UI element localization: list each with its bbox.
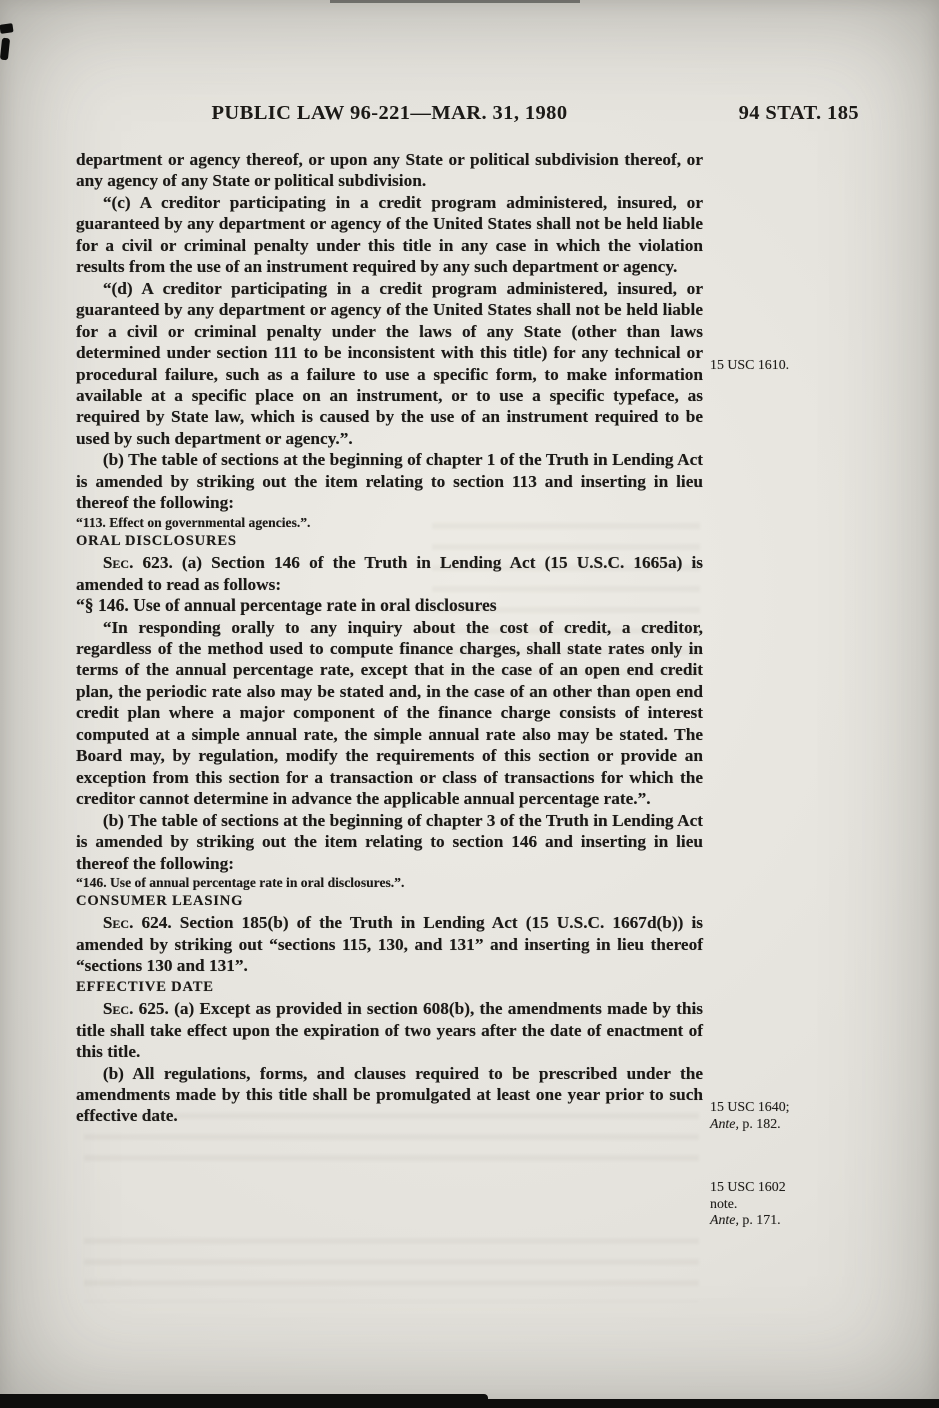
text-run: p. 171. xyxy=(738,1213,781,1229)
law-title: PUBLIC LAW 96-221—MAR. 31, 1980 xyxy=(211,102,568,124)
section-146-heading xyxy=(76,595,703,616)
paragraph-continuation xyxy=(76,149,703,192)
margin-note-15-usc-1640 xyxy=(710,1100,878,1133)
text-run: (b) All regulations, forms, and clauses required to be prescribed under the amendments made by this title shall be promulgated at least one year prior to such effective date. xyxy=(76,1063,703,1126)
text-run: p. 182. xyxy=(738,1116,781,1132)
text-run: “In responding orally to any inquiry about the cost of credit, a creditor, regardless of the method used to compute finance charges, shall state rates only in terms of the annual percentage rate, except that in the case of an open end credit plan, the periodic rate also may be stated and, in the case of an other than open end credit plan where a major component of the finance charge consists of interest computed at a simple annual rate, the simple annual rate also may be stated. The Board may, by regulation, modify the requirements of this section or provide an exception from this section for a transaction or class of transactions for which the creditor cannot determine in advance the applicable annual percentage rate.”. xyxy=(76,617,703,809)
margin-note-line xyxy=(710,358,878,375)
text-run: 15 USC 1602 xyxy=(710,1180,786,1195)
scan-artifact xyxy=(0,23,14,34)
margin-note-15-usc-1610 xyxy=(710,358,878,375)
margin-note-line xyxy=(710,1180,878,1197)
sec-625-paragraph xyxy=(76,998,703,1062)
heading-oral-disclosures xyxy=(76,531,703,552)
text-run: “§ 146. Use of annual percentage rate in oral disclosures xyxy=(76,595,497,616)
text-run: (b) The table of sections at the beginning of chapter 1 of the Truth in Lending Act is amended by striking out the item relating to section 113 and inserting in lieu thereof the following: xyxy=(76,450,703,513)
scan-artifact xyxy=(0,38,10,61)
text-run: “(c) A creditor participating in a credit program administered, insured, or guaranteed by any department or agency of the United States shall not be held liable for a civil or criminal penalty under this title in any case in which the violation results from the use of an instrument required by any such department or agency. xyxy=(76,192,703,277)
text-run: “(d) A creditor participating in a credit program administered, insured, or guaranteed by any department or agency of the United States shall not be held liable for a civil or criminal penalty under the laws of any State (other than laws determined under section 111 to be inconsistent with this title) for any technical or procedural failure, such as a failure to use a specific form, to make information available at a specific place on an instrument, or to use a specific typeface, as required by State law, which is caused by the use of an instrument required to be used by such department or agency.”. xyxy=(76,278,703,448)
text-run: Sec. xyxy=(102,913,134,933)
text-run: ORAL DISCLOSURES xyxy=(76,532,237,549)
text-run: department or agency thereof, or upon any State or political subdivision thereof, or any agency of any State or political subdivision. xyxy=(76,150,703,191)
scan-artifact xyxy=(330,0,580,3)
margin-note-line xyxy=(710,1213,878,1230)
heading-effective-date xyxy=(76,977,703,998)
text-run: EFFECTIVE DATE xyxy=(76,978,214,995)
text-run: Sec. xyxy=(102,999,134,1019)
text-run: Ante, xyxy=(710,1213,739,1229)
heading-consumer-leasing xyxy=(76,891,703,912)
section-146-text xyxy=(76,617,703,810)
text-run: Ante, xyxy=(710,1116,739,1132)
table-item-113-note xyxy=(76,514,703,531)
text-run: 623. (a) Section 146 of the Truth in Lending Act (15 U.S.C. 1665a) is amended to read as follows: xyxy=(76,553,703,594)
table-item-146-note xyxy=(76,874,703,891)
text-run: 15 USC 1640; xyxy=(710,1100,790,1115)
sec-623-paragraph xyxy=(76,552,703,595)
margin-note-line xyxy=(710,1117,878,1134)
margin-note-line xyxy=(710,1197,878,1214)
text-run: Sec. xyxy=(102,553,134,573)
text-run: “146. Use of annual percentage rate in oral disclosures.”. xyxy=(76,874,405,890)
text-run: (b) The table of sections at the beginning of chapter 3 of the Truth in Lending Act is amended by striking out the item relating to section 146 and inserting in lieu thereof the following: xyxy=(76,810,703,873)
margin-note-line xyxy=(710,1100,878,1117)
paragraph-subsection-c xyxy=(76,192,703,278)
document-body xyxy=(76,149,703,1127)
bleedthrough-artifact xyxy=(84,1238,699,1302)
paragraph-amendment-113 xyxy=(76,449,703,513)
text-run: 625. (a) Except as provided in section 608(b), the amendments made by this title shall take effect upon the expiration of two years after the date of enactment of this title. xyxy=(76,999,703,1062)
paragraph-amendment-146 xyxy=(76,810,703,874)
sec-625-b-paragraph xyxy=(76,1063,703,1127)
scan-artifact xyxy=(0,1394,488,1408)
text-run: 624. Section 185(b) of the Truth in Lending Act (15 U.S.C. 1667d(b)) is amended by striking out “sections 115, 130, and 131” and inserting in lieu thereof “sections 130 and 131”. xyxy=(76,913,703,976)
margin-note-15-usc-1602 xyxy=(710,1180,878,1230)
sec-624-paragraph xyxy=(76,912,703,976)
paragraph-subsection-d xyxy=(76,278,703,450)
text-run: 15 USC 1610. xyxy=(710,358,790,373)
text-run: note. xyxy=(710,1196,738,1212)
text-run: CONSUMER LEASING xyxy=(76,892,244,909)
statute-page-number: 94 STAT. 185 xyxy=(738,102,859,124)
text-run: “113. Effect on governmental agencies.”. xyxy=(76,514,311,530)
